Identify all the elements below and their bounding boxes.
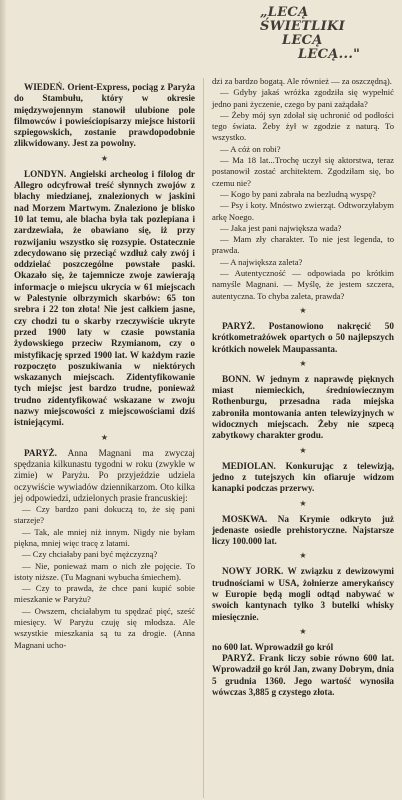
place-name: NOWY JORK. <box>222 566 284 577</box>
dialog-line: — Czy bardzo pani dokuczą to, że się pani starzeje? <box>14 504 195 526</box>
star-separator: ★ <box>299 626 307 636</box>
right-column <box>212 76 394 698</box>
place-name: PARYŻ. <box>222 320 255 331</box>
place-name: LONDYN. <box>24 168 67 179</box>
heading-line-2: LECĄ <box>282 33 323 48</box>
left-column <box>14 82 195 651</box>
dialog-line: — Jaka jest pani największa wada? <box>220 222 342 233</box>
news-text: Frank liczy sobie równo 600 lat. Wprowadził go król Jan, zwany Dobrym, dnia 5 grudnia 1360. Jego wartość wynosiła wówczas 3,885 g czystego złota. <box>212 653 394 698</box>
dialog-line: — Kogo by pani zabrała na bezludną wyspę? <box>220 188 376 199</box>
news-item-londyn <box>14 169 195 429</box>
news-text: Konkurując z telewizją, jedno z tutejszych kin ofiaruje widzom kanapki podczas przerwy. <box>212 460 394 494</box>
news-item-bonn <box>212 374 394 442</box>
star-separator: ★ <box>299 358 307 368</box>
news-text: Angielski archeolog i filolog dr Allegro odcyfrował treść słynnych zwojów z blachy miedzianej, znalezionych w jaskini nad Morzem Martwym. Znaleziono je blisko 10 lat temu, ale blacha była tak pozlepiana i zardzewiała, że obawiano się, iż przy rozwijaniu wszystko się rozsypie. Ostatecznie zdecydowano się przeciąć wzdłuż cały zwój i oddzielać poszczególne powstałe paski. Okazało się, że tajemnicze zwoje zawierają informacje o miejscu ukrycia w 61 miejscach w Palestynie olbrzymich skarbów: 65 ton srebra i 22 ton złota! Nie jest całkiem jasne, czy chodzi tu o skarby rzeczywiście ukryte przed 1900 laty w czasie powstania żydowskiego przeciw Rzymianom, czy o mistyfikację sprzed 1900 lat. W każdym razie rozpoczęto poszukiwania w niektórych wskazanych miejscach. Zidentyfikowanie tych miejsc jest bardzo trudne, ponieważ trudno zidentyfikować wskazane w zwoju nazwy miejscowości z miejscowościami dziś istniejącymi. <box>14 168 196 428</box>
interview-dialog-continued <box>212 76 394 302</box>
news-item-paryz-3 <box>212 653 394 698</box>
place-name: BONN. <box>222 373 251 384</box>
column-heading <box>258 6 398 62</box>
news-text: Orient-Express, pociąg z Paryża do Stambułu, który w okresie międzywojennym stanowił ulubione pole filmowców i powieściopisarzy miejsce historii szpiegowskich, zostanie prawdopodobnie zlikwidowany. Jest za powolny. <box>14 82 195 149</box>
interview-dialog <box>14 504 195 651</box>
column-divider <box>203 78 204 798</box>
dialog-line: — Żeby mój syn zdołał się uchronić od podłości tego świata. Żeby żył w zgodzie z naturą. To wszystko. <box>212 109 394 143</box>
news-text: Postanowiono nakręcić 50 krótkometrażówek opartych o 50 najlepszych krótkich nowelek Maupassanta. <box>212 320 394 354</box>
news-text: W związku z dewizowymi trudnościami w USA, żołnierze amerykańscy w Europie będą mogli odtąd nabywać w swoich kantynach tylko 3 butelki whisky miesięcznie. <box>212 566 394 622</box>
news-item-mediolan <box>212 461 394 495</box>
news-item-moskwa <box>212 514 394 548</box>
news-text: Na Krymie odkryto już jedenaste osiedle prehistoryczne. Najstarsze liczy 100.000 lat. <box>212 513 395 547</box>
star-separator: ★ <box>299 551 307 561</box>
star-separator: ★ <box>299 305 307 315</box>
dialog-line: — Nie, ponieważ mam o nich złe pojęcie. To istoty niższe. (Tu Magnani wybucha śmiechem). <box>14 560 195 582</box>
dialog-line: — Mam zły charakter. To nie jest legenda, to prawda. <box>212 234 394 256</box>
news-text: Anna Magnani ma zwyczaj spędzania kilkunastu tygodni w roku (zwykle w zimie) w Paryżu. Po przyjeździe udziela oczywiście wywiadów dziennikarzom. Oto kilka jej odpowiedzi, udzielonych prasie francuskiej: <box>14 447 195 503</box>
dialog-line: — Czy chciałaby pani być mężczyzną? <box>22 549 158 560</box>
dialog-line: — Gdyby jakaś wróżka zgodziła się wypełnić jedno pani życzenie, czego by pani zażądała? <box>212 87 394 109</box>
heading-line-1: „LECĄ ŚWIETLIKI <box>260 5 345 34</box>
star-separator: ★ <box>299 498 307 508</box>
star-separator: ★ <box>100 153 109 163</box>
place-name: MEDIOLAN. <box>222 460 276 471</box>
news-item-wieden <box>14 82 195 150</box>
news-item-paryz <box>14 448 195 504</box>
dialog-line: — Owszem, chciałabym tu spędzać pięć, sześć miesięcy. W Paryżu czuję się młodsza. Ale wszystkie mieszkania są tu za drogie. (Anna Magnani ucho- <box>14 605 195 650</box>
misplaced-line: no 600 lat. Wprowadził go król <box>212 641 334 652</box>
dialog-line: — A największa zaleta? <box>220 256 303 267</box>
news-item-paryz-2 <box>212 321 394 355</box>
dialog-line: — A cóż on robi? <box>220 143 281 154</box>
place-name: PARYŻ. <box>24 447 57 458</box>
dialog-line: — Autentyczność — odpowiada po krótkim namyśle Magnani. — Myślę, że jestem szczera, autentyczna. To chyba zaleta, prawda? <box>212 268 394 301</box>
heading-line-3: LECĄ..." <box>298 47 361 62</box>
page-fold <box>0 0 6 800</box>
star-separator: ★ <box>100 432 109 442</box>
news-item-nowy-jork <box>212 566 394 622</box>
star-separator: ★ <box>299 445 307 455</box>
dialog-continuation: dzi za bardzo bogatą. Ale również — za oszczędną). <box>212 76 392 86</box>
place-name: PARYŻ. <box>222 653 255 664</box>
dialog-line: — Tak, ale mniej niż innym. Nigdy nie byłam piękna, mniej więc tracę z latami. <box>14 526 195 548</box>
news-text: W jednym z naprawdę pięknych miast niemieckich, średniowiecznym Rothenburgu, przesadna rada miejska zabroniła montowania anten telewizyjnych w widocznych miejscach. Żeby nie szpecą zabytkowy charakter grodu. <box>212 373 394 441</box>
dialog-line: — Psy i koty. Mnóstwo zwierząt. Odtworzyłabym arkę Noego. <box>212 200 394 222</box>
place-name: WIEDEŃ. <box>24 82 65 92</box>
place-name: MOSKWA. <box>222 513 268 524</box>
dialog-line: — Czy to prawda, że chce pani kupić sobie mieszkanie w Paryżu? <box>14 583 195 605</box>
dialog-line: — Ma 18 lat...Trochę uczył się aktorstwa, teraz postanowił zostać architektem. Zgodziłam się, bo czemu nie? <box>212 155 394 188</box>
